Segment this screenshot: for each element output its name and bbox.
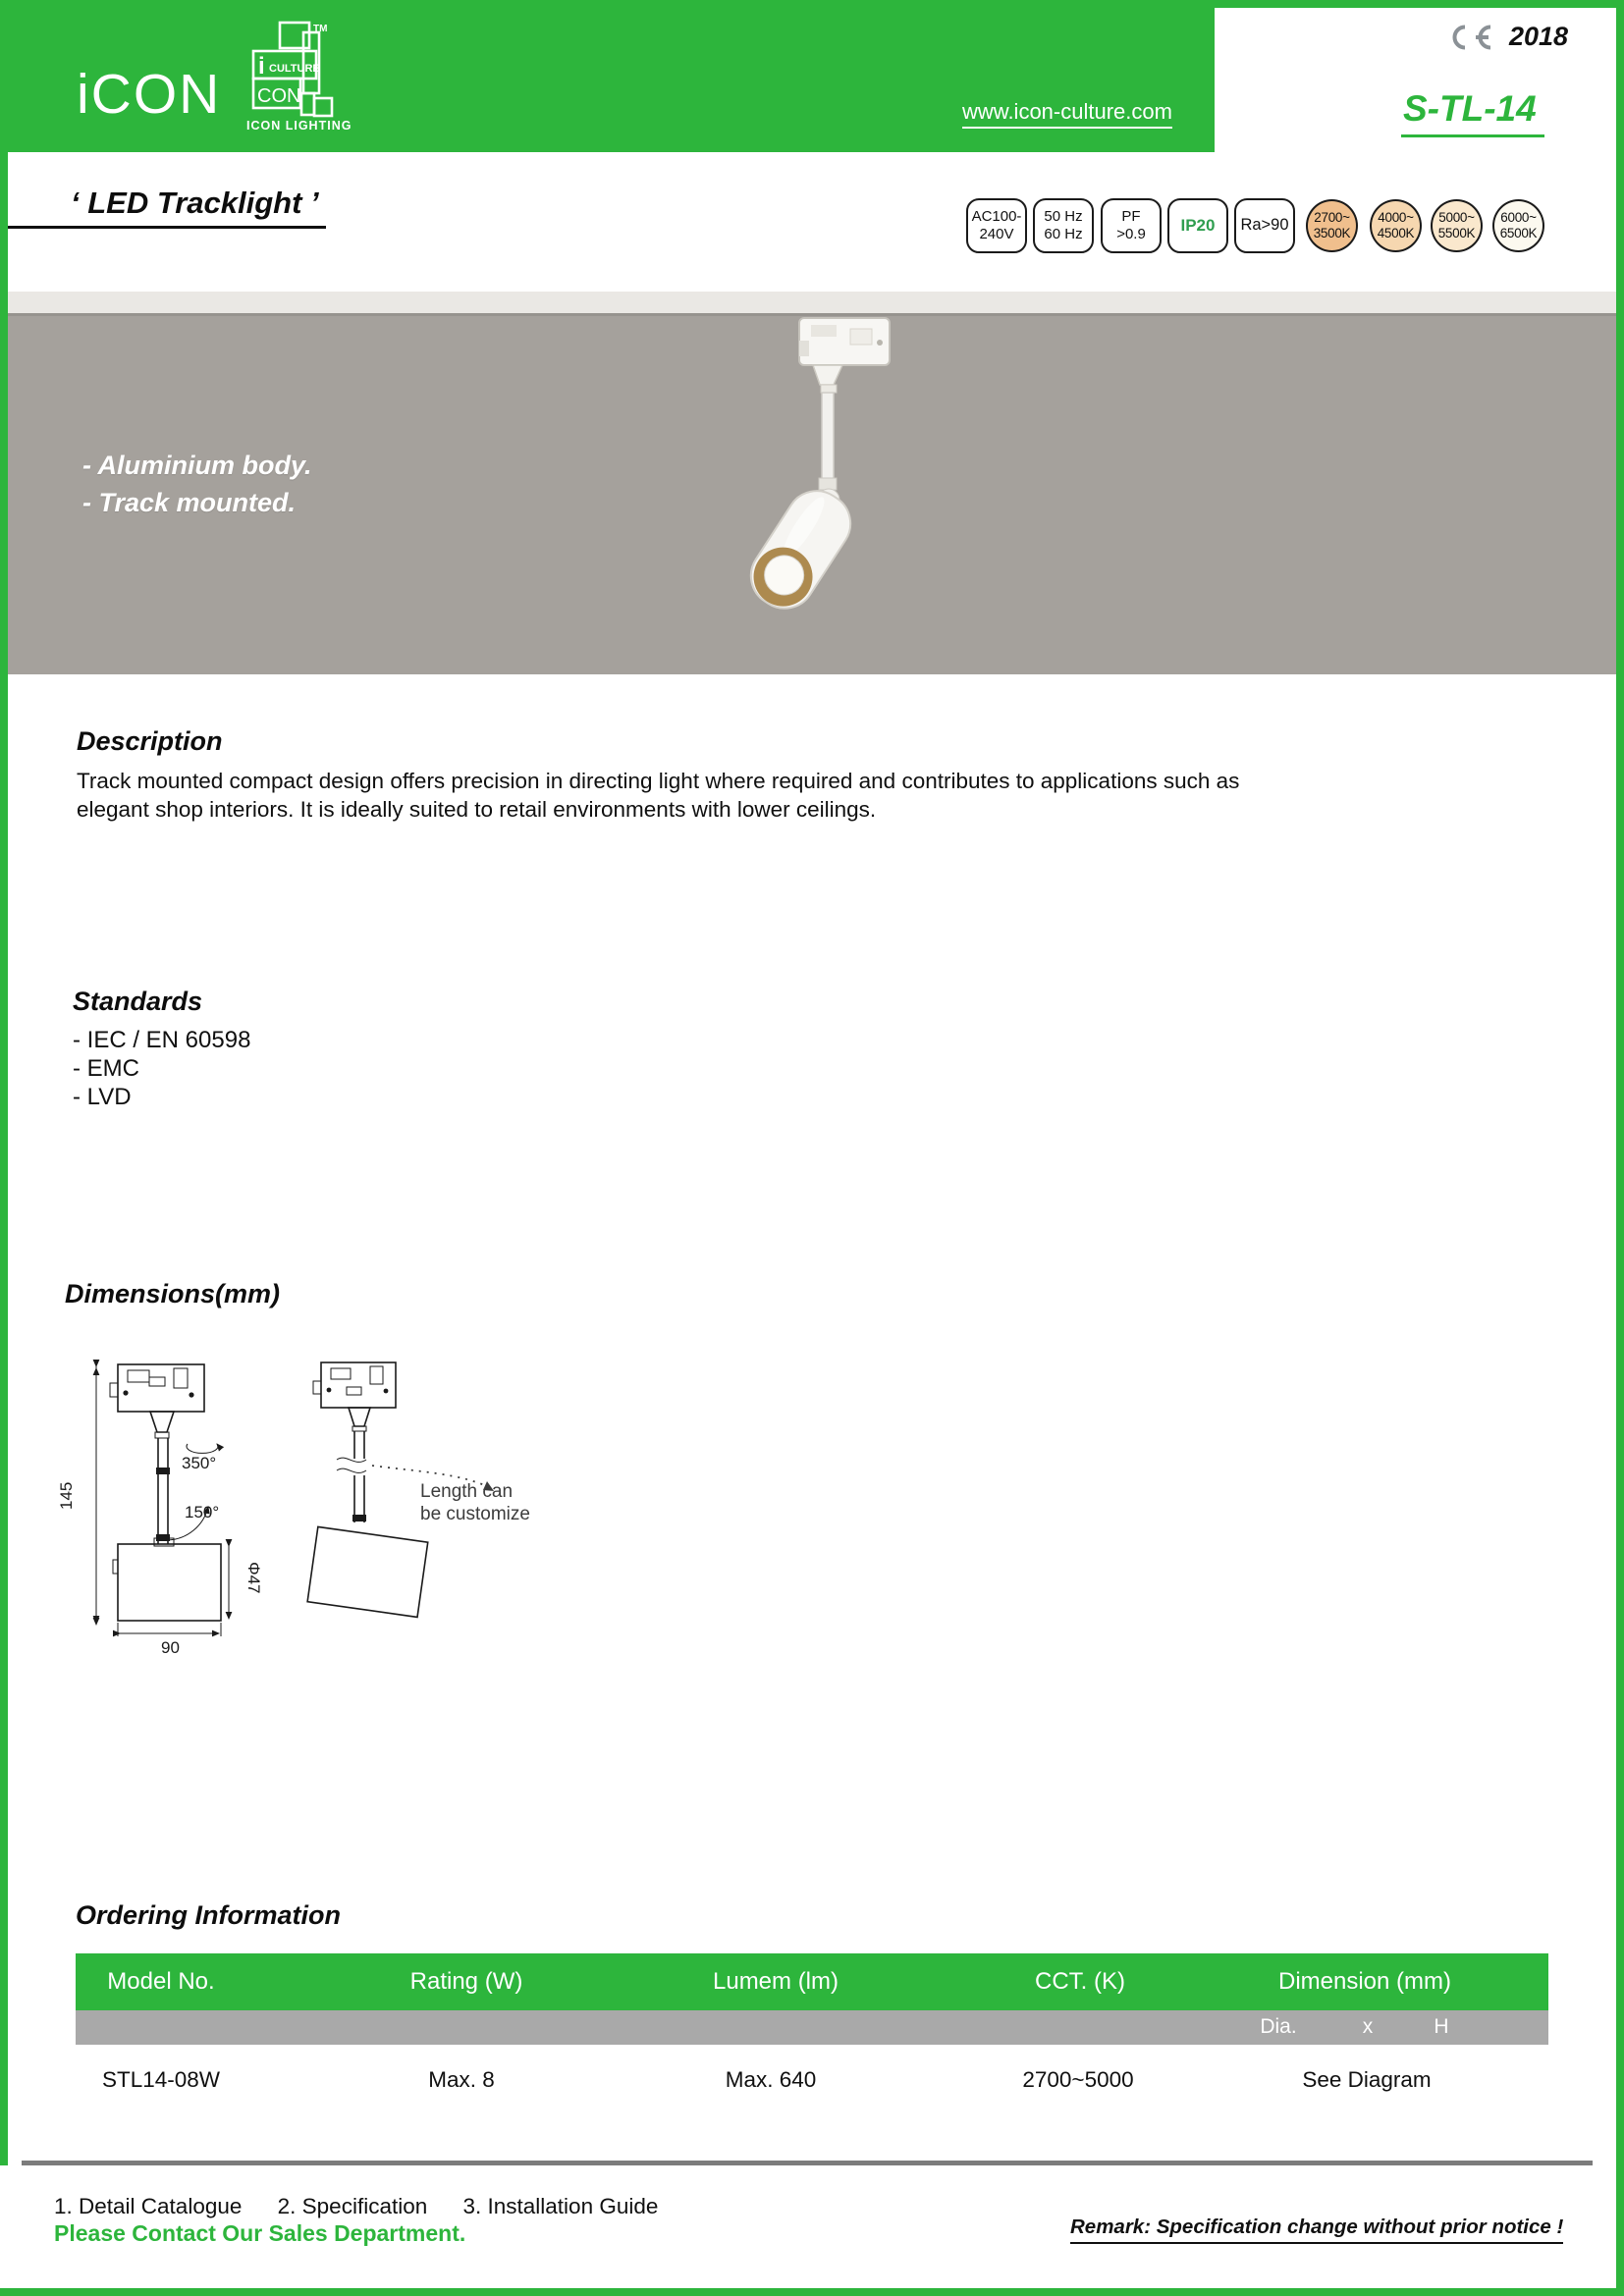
subcol-x: x — [1362, 2015, 1374, 2038]
cri-badge: Ra>90 — [1234, 198, 1295, 253]
model-code: S-TL-14 — [1401, 88, 1544, 137]
footer-remark: Remark: Specification change without prior notice ! — [1070, 2216, 1563, 2244]
svg-text:90: 90 — [161, 1638, 180, 1657]
svg-text:Φ47: Φ47 — [244, 1562, 263, 1594]
svg-text:350°: 350° — [182, 1454, 217, 1472]
ce-mark-icon — [1446, 24, 1501, 51]
spec-badges — [966, 198, 1555, 255]
page-border-right — [1616, 0, 1624, 2296]
standards-item: - LVD — [73, 1084, 132, 1110]
svg-text:Length can: Length can — [420, 1481, 514, 1502]
cct-badge-3: 6000~ 6500K — [1492, 199, 1544, 252]
page-title: ‘ LED Tracklight ’ — [71, 186, 319, 220]
header-model-box — [1215, 8, 1616, 152]
footer-contact: Please Contact Our Sales Department. — [54, 2220, 466, 2246]
page-border-bottom — [0, 2288, 1624, 2296]
product-photo — [8, 292, 1616, 674]
website-link[interactable]: www.icon-culture.com — [962, 99, 1172, 129]
svg-text:145: 145 — [57, 1481, 76, 1510]
footer-link-specification: 2. Specification — [277, 2194, 428, 2218]
description-heading: Description — [77, 726, 223, 756]
title-underline — [8, 226, 326, 229]
cct-badge-1: 4000~ 4500K — [1370, 199, 1422, 252]
cell-dimension: See Diagram — [1302, 2067, 1432, 2092]
logo-con-label: CON — [257, 85, 301, 107]
cell-rating: Max. 8 — [428, 2067, 495, 2092]
brand-wordmark: iCON — [77, 63, 222, 126]
footer-link-installation: 3. Installation Guide — [462, 2194, 659, 2218]
col-cct: CCT. (K) — [1035, 1968, 1125, 1995]
dimension-drawing-right — [290, 1358, 555, 1637]
footer-divider — [22, 2161, 1593, 2165]
power-factor-badge: PF >0.9 — [1101, 198, 1162, 253]
standards-item: - EMC — [73, 1055, 139, 1082]
col-dimension: Dimension (mm) — [1277, 1968, 1452, 1995]
standards-list — [73, 1026, 250, 1111]
logo-culture-label: CULTURE — [269, 63, 320, 75]
ordering-heading: Ordering Information — [76, 1900, 341, 1930]
cct-badge-0: 2700~ 3500K — [1306, 199, 1358, 252]
footer-link-catalogue: 1. Detail Catalogue — [54, 2194, 243, 2218]
svg-text:be customize: be customize — [420, 1504, 530, 1524]
frequency-badge: 50 Hz 60 Hz — [1033, 198, 1094, 253]
header — [0, 0, 1624, 152]
ce-certification — [1446, 22, 1568, 52]
standards-item: - IEC / EN 60598 — [73, 1027, 251, 1053]
logo-caption: ICON LIGHTING — [246, 119, 352, 133]
cell-cct: 2700~5000 — [1022, 2067, 1134, 2092]
voltage-badge: AC100- 240V — [966, 198, 1027, 253]
page-border-left — [0, 0, 8, 2165]
svg-text:150°: 150° — [185, 1503, 220, 1522]
dimensions-heading: Dimensions(mm) — [65, 1279, 281, 1308]
cct-badge-2: 5000~ 5500K — [1431, 199, 1483, 252]
product-features: - Aluminium body. - Track mounted. — [82, 451, 312, 517]
cell-lumen: Max. 640 — [725, 2067, 817, 2092]
table-subheader-row — [76, 2010, 1548, 2045]
subcol-dia: Dia. — [1260, 2015, 1297, 2038]
description-body: Track mounted compact design offers precision in directing light where required and contributes to applications such as elegant shop interiors. It is ideally suited to retail environments with lower ceilings. — [77, 769, 1240, 822]
standards-heading: Standards — [73, 987, 203, 1016]
col-model: Model No. — [107, 1968, 215, 1995]
subcol-h: H — [1434, 2015, 1449, 2038]
ce-year: 2018 — [1509, 22, 1569, 51]
icon-culture-logo — [245, 20, 340, 118]
tm-mark: TM — [313, 24, 328, 34]
cell-model: STL14-08W — [101, 2067, 221, 2092]
footer-links — [54, 2194, 687, 2219]
ip-rating-badge: IP20 — [1167, 198, 1228, 253]
dimension-drawing-left — [54, 1358, 265, 1657]
logo-letter-i: i — [258, 53, 265, 80]
col-lumen: Lumem (lm) — [712, 1968, 839, 1995]
col-rating: Rating (W) — [409, 1968, 523, 1995]
